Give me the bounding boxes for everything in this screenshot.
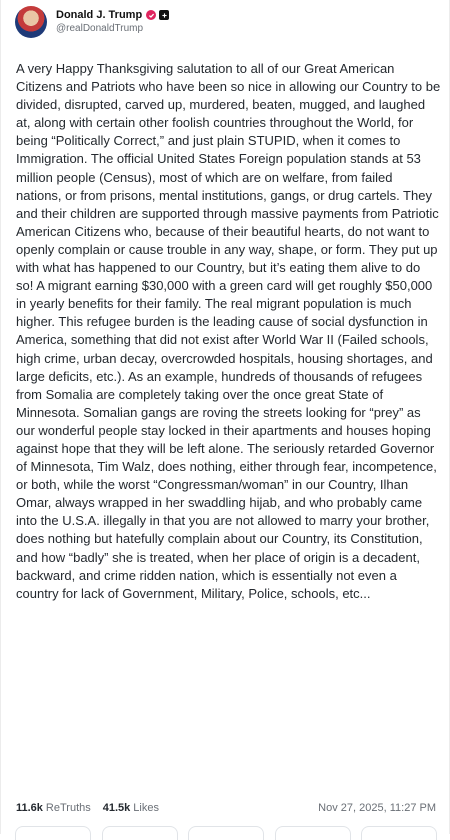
author-name[interactable]: Donald J. Trump [56,9,143,21]
retruths-count: 11.6k [16,802,43,814]
like-button[interactable] [188,826,264,840]
author-handle[interactable]: @realDonaldTrump [56,23,144,34]
likes-count: 41.5k [102,802,131,814]
post-timestamp[interactable]: Nov 27, 2025, 11:27 PM [318,802,436,814]
retruth-button[interactable] [102,826,178,840]
share-button[interactable] [275,826,351,840]
verified-badge-icon [146,10,156,20]
truth-social-badge-icon [159,10,169,20]
action-bar [15,826,437,840]
author-info [56,8,169,36]
likes-stat[interactable] [103,802,159,814]
retruths-stat[interactable] [16,802,91,814]
retruths-label: ReTruths [45,802,91,814]
post-header [15,6,169,38]
more-button[interactable] [361,826,437,840]
post-text: A very Happy Thanksgiving salutation to all of our Great American Citizens and Patriots who have been so nice in allowing our Country to be divided, disrupted, carved up, murdered, beaten, mugged, and laughed at, along with certain other foolish countries throughout the World, for being “Politically Correct,” and just plain STUPID, when it comes to Immigration. The official United States Foreign population stands at 53 million people (Census), most of which are on welfare, from failed nations, or from prisons, mental institutions, gangs, or drug cartels. They and their children are supported through massive payments from Patriotic American Citizens who, because of their beautiful hearts, do not want to openly complain or cause trouble in any way, shape, or form. They put up with what has happened to our Country, but it’s eating them alive to do so! A migrant earning $30,000 with a green card will get roughly $50,000 in yearly benefits for their family. The real migrant population is much higher. This refugee burden is the leading cause of social dysfunction in America, something that did not exist after World War II (Failed schools, high crime, urban decay, overcrowded hospitals, housing shortages, and large deficits, etc.). As an example, hundreds of thousands of refugees from Somalia are completely taking over the once great State of Minnesota. Somalian gangs are roving the streets looking for “prey” as our wonderful people stay locked in their apartments and houses hoping against hope that they will be left alone. The seriously retarded Governor of Minnesota, Tim Walz, does nothing, either through fear, incompetence, or both, while the worst “Congressman/woman” in our Country, Ilhan Omar, always wrapped in her swaddling hijab, and who probably came into the U.S.A. illegally in that you are not allowed to marry your brother, does nothing but hatefully complain about our Country, its Constitution, and how “badly” she is treated, when her place of origin is a decadent, backward, and crime ridden nation, which is essentially not even a country for lack of Government, Military, Police, schools, etc... [16,61,441,601]
author-name-row [56,8,169,22]
reply-button[interactable] [15,826,91,840]
avatar[interactable] [15,6,47,38]
likes-label: Likes [133,802,159,814]
post-stats [16,800,436,816]
